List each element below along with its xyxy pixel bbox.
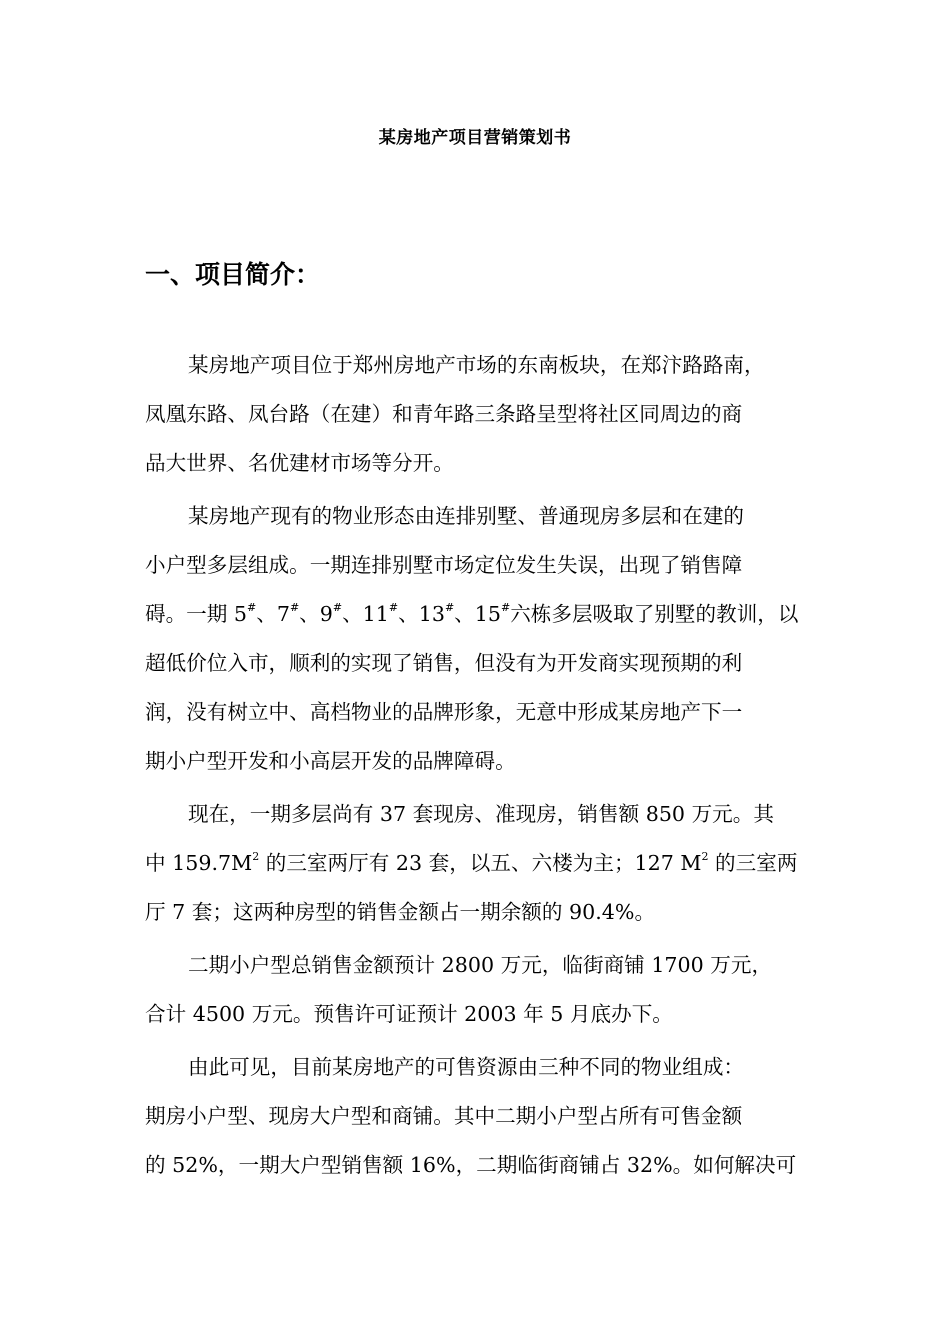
text-line: 润，没有树立中、高档物业的品牌形象，无意中形成某房地产下一 <box>145 700 743 724</box>
text-line: 二期小户型总销售金额预计 2800 万元，临街商铺 1700 万元， <box>188 953 773 977</box>
text-line: 凤凰东路、凤台路（在建）和青年路三条路呈型将社区同周边的商 <box>145 402 743 426</box>
text-line: 碍。一期 5#、7#、9#、11#、13#、15#六栋多层吸取了别墅的教训，以 <box>145 601 799 626</box>
text-line: 小户型多层组成。一期连排别墅市场定位发生失误，出现了销售障 <box>145 553 743 577</box>
text-line: 期房小户型、现房大户型和商铺。其中二期小户型占所有可售金额 <box>145 1104 743 1128</box>
document-title: 某房地产项目营销策划书 <box>378 128 572 148</box>
paragraph-3 <box>145 790 810 937</box>
paragraph-5 <box>145 1043 810 1190</box>
text-line: 中 $159.7M^2$ 的三室两厅有 23 套，以五、六楼为主；127 $M^2$ 的三室两 <box>145 850 798 875</box>
body-text <box>145 341 810 1190</box>
text-line: 某房地产项目位于郑州房地产市场的东南板块，在郑汴路路南， <box>188 353 765 377</box>
paragraph-1 <box>145 341 810 488</box>
text-line: 合计 4500 万元。预售许可证预计 2003 年 5 月底办下。 <box>145 1002 673 1026</box>
text-line: 超低价位入市，顺利的实现了销售，但没有为开发商实现预期的利 <box>145 651 743 675</box>
text-line: 现在，一期多层尚有 37 套现房、准现房，销售额 850 万元。其 <box>188 802 774 826</box>
text-line: 某房地产现有的物业形态由连排别墅、普通现房多层和在建的 <box>188 504 745 528</box>
text-line: 期小户型开发和小高层开发的品牌障碍。 <box>145 749 516 773</box>
paragraph-2 <box>145 492 810 786</box>
paragraph-4 <box>145 941 810 1039</box>
text-line: 的 52%，一期大户型销售额 16%，二期临街商铺占 32%。如何解决可 <box>145 1153 797 1177</box>
text-line: 厅 7 套；这两种房型的销售金额占一期余额的 90.4%。 <box>145 900 656 924</box>
text-line: 品大世界、名优建材市场等分开。 <box>145 451 454 475</box>
section-heading: 一、项目简介： <box>145 260 321 289</box>
text-line: 由此可见，目前某房地产的可售资源由三种不同的物业组成： <box>188 1055 745 1079</box>
